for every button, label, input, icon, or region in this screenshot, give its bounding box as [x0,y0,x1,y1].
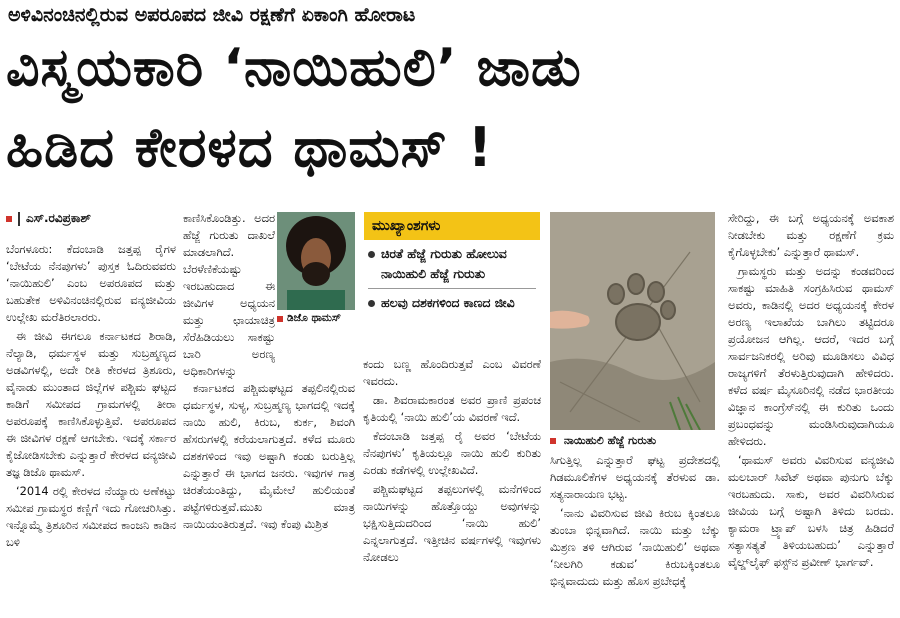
bullet-square-icon [277,316,283,322]
paragraph: ಗ್ರಾಮಸ್ಥರು ಮತ್ತು ಅದನ್ನು ಕಂಡವರಿಂದ ಸಾಕಷ್ಟು ಮಾಹಿತಿ ಸಂಗ್ರಹಿಸಿರುವ ಥಾಮಸ್ ಅವರು, ಕಾಡಿನಲ್ಲಿ ಅದರ ಅಧ್ಯಯನಕ್ಕೆ ಕೇರಳ ಅರಣ್ಯ ಇಲಾಖೆಯ ಬಾಗಿಲು ತಟ್ಟಿದರೂ ಪ್ರಯೋಜನ ಆಗಿಲ್ಲ. ಆದರೆ, ಇದರ ಬಗ್ಗೆ ಸಾರ್ವಜನಿಕರಲ್ಲಿ ಅರಿವು ಮೂಡಿಸಲು ವಿವಿಧ ರಾಜ್ಯಗಳಿಗೆ ತೆರಳುತ್ತಿರುವುದಾಗಿ ಹೇಳಿದರು. ಕಳೆದ ವರ್ಷ ಮೈಸೂರಿನಲ್ಲಿ ನಡೆದ ಭಾರತೀಯ ವಿಜ್ಞಾನ ಕಾಂಗ್ರೆಸ್‌ನಲ್ಲಿ ಈ ಕುರಿತು ಒಂದು ಪ್ರಬಂಧವನ್ನು ಮಂಡಿಸಿರುವುದಾಗಿಯೂ ಹೇಳಿದರು. [728,264,894,448]
footprint-image-icon [550,212,715,430]
column-4 [550,452,720,614]
headline-line-2: ಹಿಡಿದ ಕೇರಳದ ಥಾಮಸ್ ! [6,116,494,179]
paragraph: ‘ಥಾಮಸ್ ಅವರು ವಿವರಿಸುವ ವನ್ಯಜೀವಿ ಮಲಬಾರ್ ಸಿವೆಟ್ ಅಥವಾ ಪುನುಗು ಬೆಕ್ಕು ಇರಬಹುದು. ಸಾಕು, ಅವರ ವಿವರಿಸಿರುವ ಜೀವಿಯ ಬಗ್ಗೆ ಅಷ್ಟಾಗಿ ತಿಳಿದು ಬರದು. ಕ್ಯಾಮರಾ ಟ್ರ್ಯಾಪ್ ಬಳಸಿ ಚಿತ್ರ ಹಿಡಿದರೆ ಸತ್ಯಾಸತ್ಯತೆ ತಿಳಿಯಬಹುದು’ ಎನ್ನುತ್ತಾರೆ ವೈಲ್ಡ್‌ಲೈಫ್ ಫಸ್ಟ್‌ನ ಪ್ರವೀಣ್ ಭಾರ್ಗವ್. [728,453,894,569]
person-photo-icon [277,212,355,310]
portrait-photo [277,212,355,310]
paragraph: ಡಾ. ಶಿವರಾಮಕಾರಂತ ಅವರ ಪ್ರಾಣಿ ಪ್ರಪಂಚ ಕೃತಿಯಲ್ಲಿ ‘ನಾಯಿ ಹುಲಿ’ಯ ವಿವರಣೆ ಇದೆ. [363,393,541,424]
paragraph: ‘ನಾನು ವಿವರಿಸುವ ಜೀವಿ ಕಿರುಬ ಕ್ಕಿಂತಲೂ ತುಂಬಾ ಭಿನ್ನವಾಗಿದೆ. ನಾಯಿ ಮತ್ತು ಬೆಕ್ಕು ಮಿಶ್ರಣ ತಳಿ ಆಗಿರುವ ‘ನಾಯಿಹುಲಿ’ ಅಥವಾ ‘ನೀಲಗಿರಿ ಕಡುವ’ ಕಿರುಬಕ್ಕಿಂತಲೂ ಭಿನ್ನವಾದುದು ಮತ್ತು ಹೊಸ ಪ್ರಬೇಧಕ್ಕೆ [550,506,720,588]
paragraph: ಸಿಗುತ್ತಿಲ್ಲ ಎನ್ನುತ್ತಾರೆ ಘಟ್ಟ ಪ್ರದೇಶದಲ್ಲಿ ಗಿಡಮೂಲಿಕೆಗಳ ಅಧ್ಯಯನಕ್ಕೆ ತೆರಳುವ ಡಾ. ಸತ್ಯನಾರಾಯಣ ಭಟ್ಟ. [550,453,720,501]
paragraph: ಸೇರಿದ್ದು, ಈ ಬಗ್ಗೆ ಅಧ್ಯಯನಕ್ಕೆ ಅವಕಾಶ ನೀಡಬೇಕು ಮತ್ತು ರಕ್ಷಣೆಗೆ ಕ್ರಮ ಕೈಗೊಳ್ಳಬೇಕು’ ಎನ್ನುತ್ತಾರೆ ಥಾಮಸ್. [728,211,894,259]
paragraph: ಕರ್ನಾಟಕದ ಪಶ್ಚಿಮಘಟ್ಟದ ತಪ್ಪಲಿನಲ್ಲಿರುವ ಧರ್ಮಸ್ಥಳ, ಸುಳ್ಯ, ಸುಬ್ರಹ್ಮಣ್ಯ ಭಾಗದಲ್ಲಿ ಇದಕ್ಕೆ ನಾಯಿ ಹುಲಿ, ಕಿರುಬ, ಕುರ್ಕ, ಶಿವಂಗಿ ಹೆಸರುಗಳಲ್ಲಿ ಕರೆಯಲಾಗುತ್ತದೆ. ಕಳೆದ ಮೂರು ದಶಕಗಳಿಂದ ಇವು ಅಷ್ಟಾಗಿ ಕಂಡು ಬರುತ್ತಿಲ್ಲ ಎನ್ನುತ್ತಾರೆ ಈ ಭಾಗದ ಜನರು. ಇವುಗಳ ಗಾತ್ರ ಚಿರತೆಯಂತಿದ್ದು, ಮೈಮೇಲೆ ಹುಲಿಯಂತೆ ಪಟ್ಟೆಗಳಿರುತ್ತವೆ.ಮುಖ ಮಾತ್ರ ನಾಯಿಯಂತಿರುತ್ತದೆ. ಇವು ಕೆಂಪು ಮಿಶ್ರಿತ [183,381,355,531]
footprint-caption-text: ನಾಯಿಹುಲಿ ಹೆಜ್ಜೆ ಗುರುತು [563,434,657,447]
column-3 [363,356,541,614]
headline-line-1: ವಿಸ್ಮಯಕಾರಿ ‘ನಾಯಿಹುಲಿ’ ಜಾಡು [6,38,582,98]
kicker: ಅಳಿವಿನಂಚಿನಲ್ಲಿರುವ ಅಪರೂಪದ ಜೀವಿ ರಕ್ಷಣೆಗೆ ಏಕಾಂಗಿ ಹೋರಾಟ [8,4,416,26]
photo-caption-text: ಡಿಜೊ ಥಾಮಸ್ [287,312,341,324]
footprint-caption [550,434,720,448]
column-1 [6,210,176,614]
divider-icon [18,212,20,226]
footprint-photo [550,212,715,430]
highlights-box [364,212,540,352]
column-2-top [183,210,275,380]
paragraph: ಕಂದು ಬಣ್ಣ ಹೊಂದಿರುತ್ತವೆ ಎಂಬ ವಿವರಣೆ ಇವರದು. [363,357,541,388]
highlight-text: ಚಿರತೆ ಹೆಜ್ಜೆ ಗುರುತು ಹೋಲುವ ನಾಯಿಹುಲಿ ಹೆಜ್ಜೆ ಗುರುತು [381,246,507,281]
paragraph: ಕಾಣಿಸಿಕೊಂಡಿತ್ತು. ಅದರ ಹೆಜ್ಜೆ ಗುರುತು ದಾಖಲೆ ಮಾಡಲಾಗಿದೆ. ಬೆರಳೆಣಿಕೆಯಷ್ಟು ಇರಬಹುದಾದ ಈ ಜೀವಿಗಳ ಅಧ್ಯಯನ ಮತ್ತು ಛಾಯಾಚಿತ್ರ ಸೆರೆಹಿಡಿಯಲು ಸಾಕಷ್ಟು ಬಾರಿ ಅರಣ್ಯ ಅಧಿಕಾರಿಗಳನ್ನು [183,211,275,378]
highlight-item [364,289,540,317]
photo-caption [277,312,355,325]
highlight-item [364,240,540,288]
column-5 [728,210,894,614]
paragraph: ಈ ಜೀವಿ ಈಗಲೂ ಕರ್ನಾಟಕದ ಶಿರಾಡಿ, ನೆಲ್ಯಾಡಿ, ಧರ್ಮಸ್ಥಳ ಮತ್ತು ಸುಬ್ರಹ್ಮಣ್ಯದ ಅಡವಿಗಳಲ್ಲಿ, ಅದೇ ರೀತಿ ಕೇರಳದ ತ್ರಿಶೂರು, ವೈನಾಡು ಮುಂತಾದ ಜಿಲ್ಲೆಗಳ ಪಶ್ಚಿಮ ಘಟ್ಟದ ಕಾಡಿಗೆ ಸಮೀಪದ ಗ್ರಾಮಗಳಲ್ಲಿ ತೀರಾ ಅಪರೂಪಕ್ಕೆ ಕಾಣಿಸಿಕೊಳ್ಳುತ್ತಿವೆ. ಅಪರೂಪದ ಈ ಜೀವಿಗಳ ರಕ್ಷಣೆ ಆಗಬೇಕು. ಇದಕ್ಕೆ ಸರ್ಕಾರ ಕೈಜೋಡಿಸಬೇಕು ಎನ್ನುತ್ತಾರೆ ಕೇರಳದ ವನ್ಯಜೀವಿ ತಜ್ಞ ಡಿಜೊ ಥಾಮಸ್. [6,329,176,479]
bullet-square-icon [550,438,556,444]
paragraph: ಪಶ್ಚಿಮಘಟ್ಟದ ತಪ್ಪಲುಗಳಲ್ಲಿ ಮನೆಗಳಿಂದ ನಾಯಿಗಳನ್ನು ಹೊತ್ತೊಯ್ದು ಅವುಗಳನ್ನು ಭಕ್ಷಿಸುತ್ತಿದುದರಿಂದ ‘ನಾಯಿ ಹುಲಿ’ ಎನ್ನಲಾಗುತ್ತದೆ. ಇತ್ತೀಚಿನ ವರ್ಷಗಳಲ್ಲಿ ಇವುಗಳು ನೋಡಲು [363,482,541,564]
byline [6,210,176,227]
highlight-text: ಹಲವು ದಶಕಗಳಿಂದ ಕಾಣದ ಜೀವಿ [381,295,515,310]
paragraph: ಬೆಂಗಳೂರು: ಕೆದಂಬಾಡಿ ಜತ್ತಪ್ಪ ರೈಗಳ ‘ಬೇಟೆಯ ನೆನಪುಗಳು’ ಪುಸ್ತಕ ಓದಿರುವವರು ‘ನಾಯಿಹುಲಿ’ ಎಂಬ ಅಪರೂಪದ ಮತ್ತು ಬಹುತೇಕ ಅಳಿವಿನಂಚಿನಲ್ಲಿರುವ ವನ್ಯಜೀವಿಯ ಉಲ್ಲೇಖ ಮರೆತಿರಲಾರರು. [6,242,176,324]
highlights-title: ಮುಖ್ಯಾಂಶಗಳು [364,212,540,240]
bullet-dot-icon [368,300,375,307]
paragraph: ಕೆದಂಬಾಡಿ ಜತ್ತಪ್ಪ ರೈ ಅವರ ‘ಬೇಟೆಯ ನೆನಪುಗಳು’ ಕೃತಿಯಲ್ಲೂ ನಾಯಿ ಹುಲಿ ಕುರಿತು ಎರಡು ಕಡೆಗಳಲ್ಲಿ ಉಲ್ಲೇಖವಿದೆ. [363,429,541,477]
byline-author: ಎಸ್.ರವಿಪ್ರಕಾಶ್ [26,211,91,225]
photo-card [277,212,355,327]
paragraph: ‘2014 ರಲ್ಲಿ ಕೇರಳದ ನೆಯ್ಯಾರು ಅಣೆಕಟ್ಟು ಸಮೀಪ ಗ್ರಾಮಸ್ಥರ ಕಣ್ಣಿಗೆ ಇದು ಗೋಚರಿಸಿತ್ತು. ಇನ್ನೊಮ್ಮೆ ತ್ರಿಶೂರಿನ ಸಮೀಪದ ಕಾಂಜನಿ ಕಾಡಿನ ಬಳಿ [6,484,176,549]
bullet-dot-icon [368,251,375,258]
bullet-square-icon [6,216,12,222]
